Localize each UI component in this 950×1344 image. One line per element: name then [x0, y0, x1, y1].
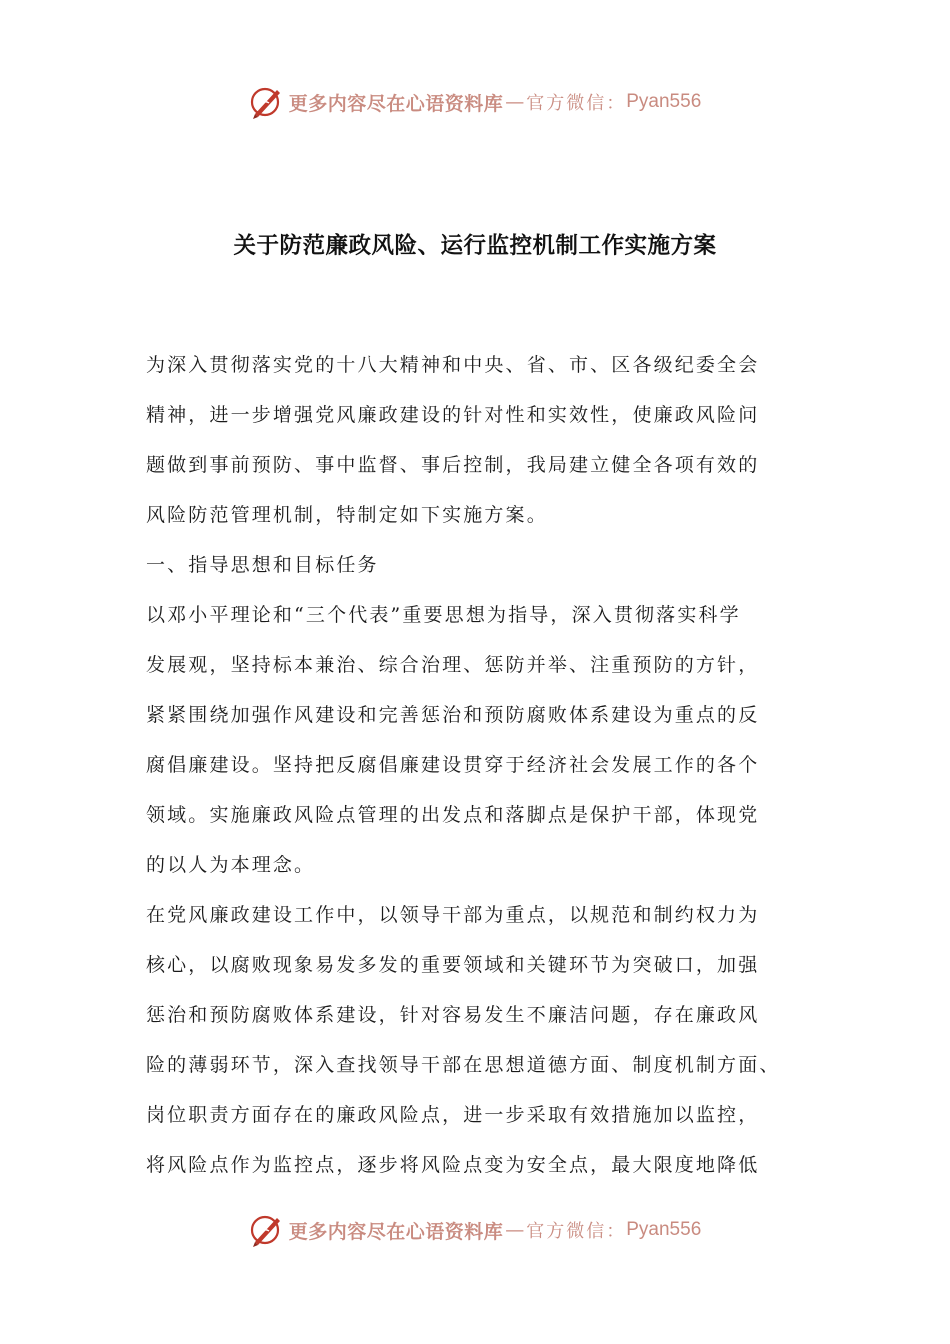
- text-line: 险的薄弱环节，深入查找领导干部在思想道德方面、制度机制方面、: [146, 1054, 781, 1076]
- text-line: 为深入贯彻落实党的十八大精神和中央、省、市、区各级纪委全会: [146, 354, 760, 376]
- document-body: [146, 340, 836, 1190]
- text-line: 精神，进一步增强党风廉政建设的针对性和实效性，使廉政风险问: [146, 404, 760, 426]
- banner-main-text: 更多内容尽在心语资料库: [288, 92, 504, 115]
- banner-wechat-id: Pyan556: [626, 1219, 702, 1240]
- header-banner: [0, 82, 950, 122]
- text-line: 紧紧围绕加强作风建设和完善惩治和预防腐败体系建设为重点的反: [146, 704, 760, 726]
- text-line: 题做到事前预防、事中监督、事后控制，我局建立健全各项有效的: [146, 454, 760, 476]
- banner-dash: —: [505, 1219, 525, 1241]
- text-line: 惩治和预防腐败体系建设，针对容易发生不廉洁问题，存在廉政风: [146, 1004, 760, 1026]
- text-line: 一、指导思想和目标任务: [146, 554, 379, 576]
- banner-wechat-id: Pyan556: [626, 91, 702, 112]
- banner-wechat-label: 官方微信：: [526, 1221, 627, 1242]
- banner-main-text: 更多内容尽在心语资料库: [288, 1220, 504, 1243]
- document-title: 关于防范廉政风险、运行监控机制工作实施方案: [233, 233, 717, 259]
- text-line: 领域。实施廉政风险点管理的出发点和落脚点是保护干部，体现党: [146, 804, 760, 826]
- pen-logo-icon: [249, 1212, 285, 1248]
- text-line: 核心，以腐败现象易发多发的重要领域和关键环节为突破口，加强: [146, 954, 760, 976]
- text-line: 岗位职责方面存在的廉政风险点，进一步采取有效措施加以监控，: [146, 1104, 760, 1126]
- pen-logo-icon: [249, 84, 285, 120]
- text-line: 以邓小平理论和“三个代表”重要思想为指导，深入贯彻落实科学: [146, 604, 741, 626]
- text-line: 发展观，坚持标本兼治、综合治理、惩防并举、注重预防的方针，: [146, 654, 760, 676]
- banner-dash: —: [505, 91, 525, 113]
- text-line: 腐倡廉建设。坚持把反腐倡廉建设贯穿于经济社会发展工作的各个: [146, 754, 760, 776]
- footer-banner: [0, 1210, 950, 1250]
- text-line: 将风险点作为监控点，逐步将风险点变为安全点，最大限度地降低: [146, 1154, 760, 1176]
- text-line: 在党风廉政建设工作中，以领导干部为重点，以规范和制约权力为: [146, 904, 760, 926]
- text-line: 的以人为本理念。: [146, 854, 316, 876]
- text-line: 风险防范管理机制，特制定如下实施方案。: [146, 504, 548, 526]
- banner-wechat-label: 官方微信：: [526, 93, 627, 114]
